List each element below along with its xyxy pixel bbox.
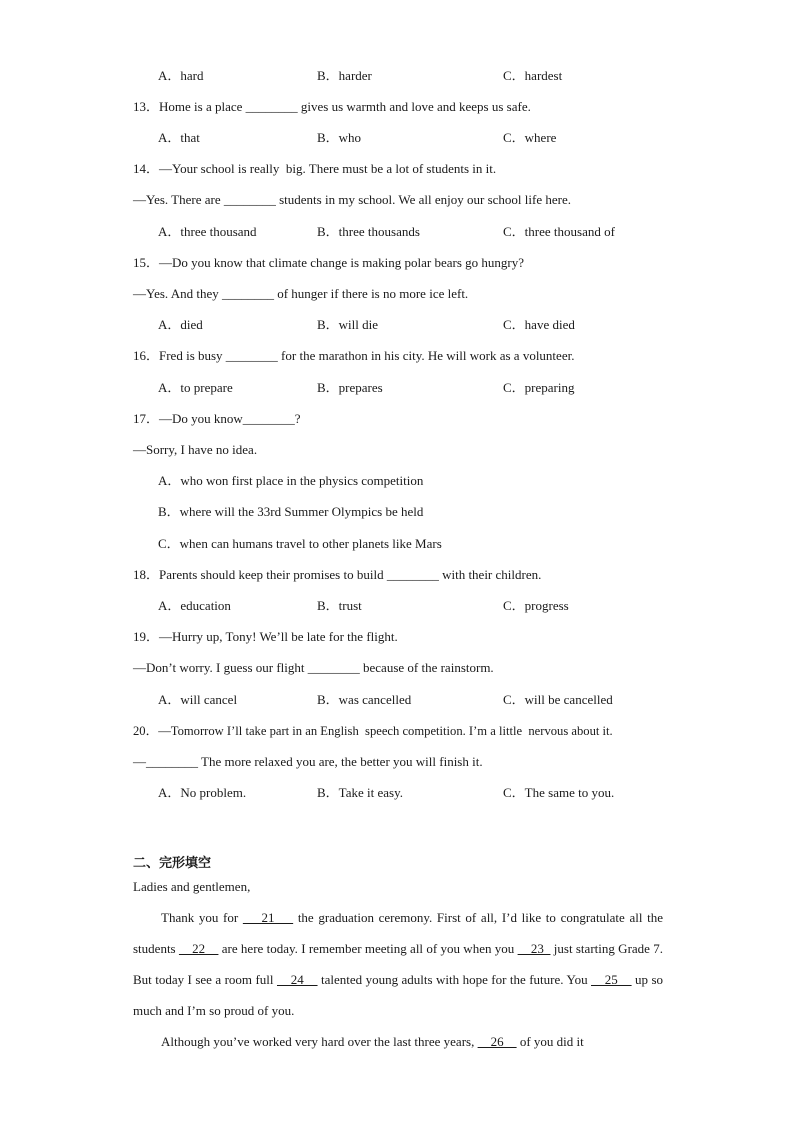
q20-stem: 20．—Tomorrow I’ll take part in an English speech competition. I’m a little nervous about it. <box>133 724 613 738</box>
cloze-text: talented young adults with hope for the future. You <box>317 972 592 987</box>
q19-option-c: C．will be cancelled <box>503 692 613 707</box>
cloze-paragraph-1 <box>133 902 663 1057</box>
cloze-text: are here today. I remember meeting all of you when you <box>218 941 518 956</box>
q15-stem-reply: —Yes. And they ________ of hunger if there is no more ice left. <box>133 286 469 301</box>
q14-stem: 14．—Your school is really big. There must be a lot of students in it. <box>133 161 497 176</box>
q15-option-c: C．have died <box>503 317 575 332</box>
cloze-text: of you did it <box>516 1034 584 1049</box>
q14-option-a: A．three thousand <box>158 224 257 239</box>
q18-option-b: B．trust <box>317 598 362 613</box>
q17-stem: 17．—Do you know________? <box>133 411 301 426</box>
cloze-blank-21: 21 <box>242 910 294 925</box>
q17-option-a: A．who won first place in the physics competition <box>158 473 424 488</box>
q15-option-a: A．died <box>158 317 203 332</box>
q13-option-c: C．where <box>503 130 557 145</box>
cloze-text: just starting Grade 7. But today I see a room full <box>133 941 664 987</box>
letter-greeting: Ladies and gentlemen, <box>133 879 251 894</box>
q16-option-a: A．to prepare <box>158 380 233 395</box>
q19-stem: 19．—Hurry up, Tony! We’ll be late for the flight. <box>133 629 398 644</box>
q19-stem-reply: —Don’t worry. I guess our flight ________ because of the rainstorm. <box>133 660 494 675</box>
section-title: 二、完形填空 <box>133 856 212 871</box>
cloze-text: Although you’ve worked very hard over the last three years, <box>161 1034 478 1049</box>
q12-option-a: A．hard <box>158 68 204 83</box>
q13-option-a: A．that <box>158 130 200 145</box>
q19-option-b: B．was cancelled <box>317 692 412 707</box>
q18-option-c: C．progress <box>503 598 569 613</box>
q16-stem: 16．Fred is busy ________ for the marathon in his city. He will work as a volunteer. <box>133 348 575 363</box>
cloze-blank-24: 24 <box>276 972 318 987</box>
q18-stem: 18．Parents should keep their promises to build ________ with their children. <box>133 567 542 582</box>
cloze-text: Thank you for <box>161 910 243 925</box>
q15-option-b: B．will die <box>317 317 379 332</box>
cloze-text: the graduation ceremony. First of all, I’d like to congratulate all the students <box>133 910 664 956</box>
q17-stem-reply: —Sorry, I have no idea. <box>133 442 258 457</box>
q20-option-b: B．Take it easy. <box>317 785 403 800</box>
q17-option-b: B．where will the 33rd Summer Olympics be held <box>158 504 424 519</box>
cloze-blank-22: 22 <box>178 941 219 956</box>
q20-option-a: A．No problem. <box>158 785 247 800</box>
cloze-text: up so much and I’m so proud of you. <box>133 972 664 1018</box>
q13-stem: 13．Home is a place ________ gives us warmth and love and keeps us safe. <box>133 99 531 114</box>
q16-option-b: B．prepares <box>317 380 383 395</box>
q19-option-a: A．will cancel <box>158 692 238 707</box>
q16-option-c: C．preparing <box>503 380 575 395</box>
cloze-blank-23: 23 <box>517 941 551 956</box>
cloze-blank-26: 26 <box>477 1034 517 1049</box>
q20-option-c: C．The same to you. <box>503 785 615 800</box>
cloze-blank-25: 25 <box>591 972 632 987</box>
q18-option-a: A．education <box>158 598 231 613</box>
q13-option-b: B．who <box>317 130 362 145</box>
q14-option-c: C．three thousand of <box>503 224 615 239</box>
q14-option-b: B．three thousands <box>317 224 420 239</box>
q14-stem-reply: —Yes. There are ________ students in my school. We all enjoy our school life here. <box>133 192 571 207</box>
q20-stem-reply: —________ The more relaxed you are, the better you will finish it. <box>133 754 483 769</box>
q17-option-c: C．when can humans travel to other planets like Mars <box>158 536 442 551</box>
q12-option-b: B．harder <box>317 68 372 83</box>
q12-option-c: C．hardest <box>503 68 563 83</box>
q15-stem: 15．—Do you know that climate change is making polar bears go hungry? <box>133 255 524 270</box>
